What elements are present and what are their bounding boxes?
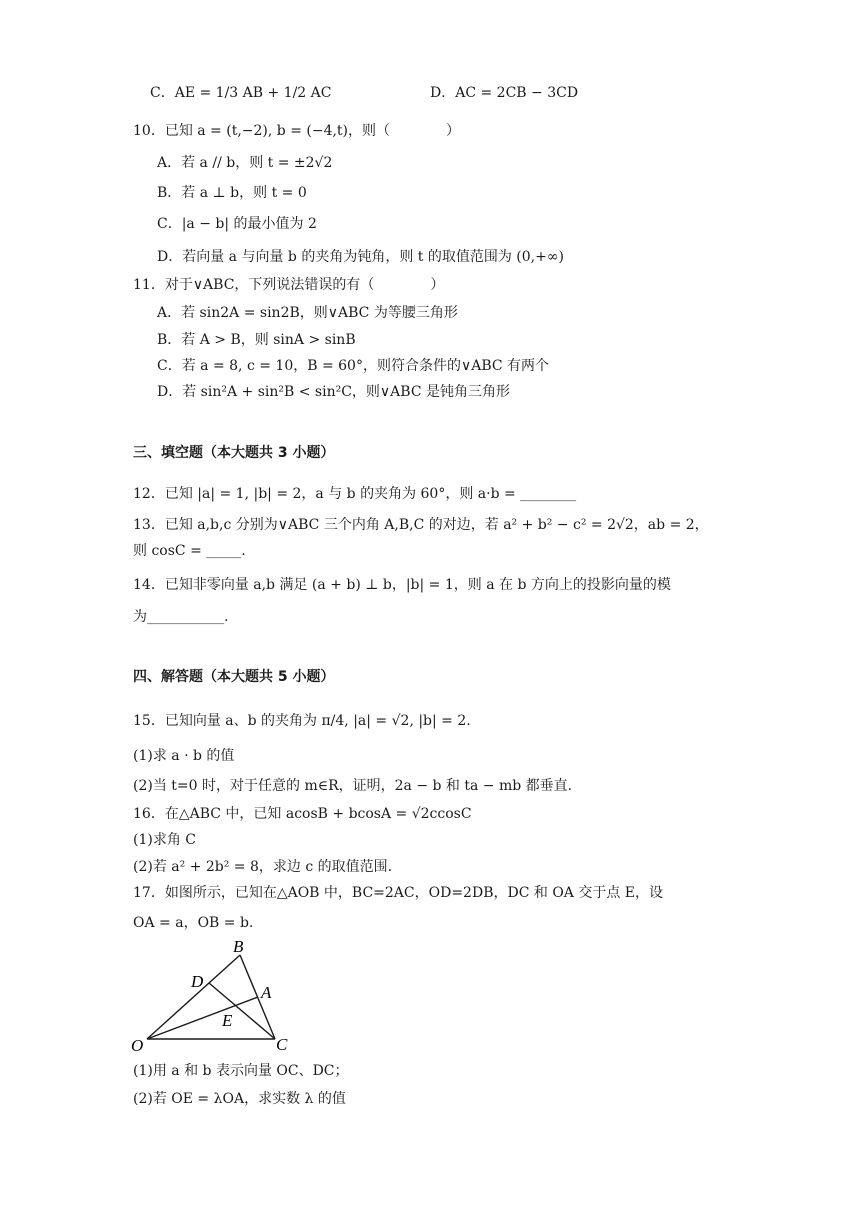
label-o: O	[131, 1036, 144, 1055]
question-13-cont: 则 cosC = _____.	[133, 543, 246, 559]
question-16-part2: (2)若 a² + 2b² = 8，求边 c 的取值范围.	[133, 859, 393, 875]
label-b: B	[233, 937, 244, 956]
label-e: E	[222, 1011, 233, 1030]
option-11d: D．若 sin²A + sin²B < sin²C，则∨ABC 是钝角三角形	[157, 384, 510, 400]
option-11a: A．若 sin2A = sin2B，则∨ABC 为等腰三角形	[157, 305, 458, 321]
option-10d: D．若向量 a 与向量 b 的夹角为钝角，则 t 的取值范围为 (0,+∞)	[157, 249, 564, 265]
option-11b: B．若 A > B，则 sinA > sinB	[157, 332, 356, 348]
question-16-part1: (1)求角 C	[133, 832, 196, 848]
option-11c: C．若 a = 8, c = 10，B = 60°，则符合条件的∨ABC 有两个	[157, 358, 550, 374]
question-17-part1: (1)用 a 和 b 表示向量 OC、DC；	[133, 1063, 349, 1079]
option-10c-prev: C．AE = 1/3 AB + 1/2 AC	[150, 85, 332, 101]
label-a: A	[261, 983, 272, 1002]
question-15-part1: (1)求 a · b 的值	[133, 748, 235, 764]
label-c: C	[276, 1035, 288, 1054]
question-13: 13．已知 a,b,c 分别为∨ABC 三个内角 A,B,C 的对边，若 a² + b² − c² = 2√2，ab = 2，	[133, 517, 709, 533]
question-14: 14．已知非零向量 a,b 满足 (a + b) ⊥ b，|b| = 1，则 a 在 b 方向上的投影向量的模	[133, 577, 671, 593]
option-10d-prev: D．AC = 2CB − 3CD	[430, 85, 579, 101]
triangle-figure	[125, 935, 295, 1060]
section-heading-fill-in: 三、填空题（本大题共 3 小题）	[133, 445, 335, 461]
question-11: 11．对于∨ABC，下列说法错误的有（ ）	[133, 277, 445, 293]
section-heading-solutions: 四、解答题（本大题共 5 小题）	[133, 669, 335, 685]
option-10c: C．|a − b| 的最小值为 2	[157, 216, 317, 232]
question-16: 16．在△ABC 中，已知 acosB + bcosA = √2ccosC	[133, 806, 472, 822]
question-14-cont: 为___________.	[133, 609, 229, 625]
segment-oa	[147, 997, 258, 1039]
question-17: 17．如图所示，已知在△AOB 中，BC=2AC，OD=2DB，DC 和 OA 交于点 E，设	[133, 885, 664, 901]
question-15-part2: (2)当 t=0 时，对于任意的 m∈R，证明，2a − b 和 ta − mb 都垂直.	[133, 778, 573, 794]
question-17-part2: (2)若 OE = λOA，求实数 λ 的值	[133, 1091, 346, 1107]
label-d: D	[191, 972, 204, 991]
question-10: 10．已知 a = (t,−2), b = (−4,t)，则（ ）	[133, 123, 461, 139]
option-10b: B．若 a ⊥ b，则 t = 0	[157, 185, 307, 201]
question-12: 12．已知 |a| = 1, |b| = 2，a 与 b 的夹角为 60°，则 a·b = ________	[133, 486, 577, 502]
option-10a: A．若 a // b，则 t = ±2√2	[157, 155, 333, 171]
question-15: 15．已知向量 a、b 的夹角为 π/4, |a| = √2, |b| = 2.	[133, 713, 471, 729]
question-17-cont: OA = a，OB = b.	[133, 915, 254, 931]
